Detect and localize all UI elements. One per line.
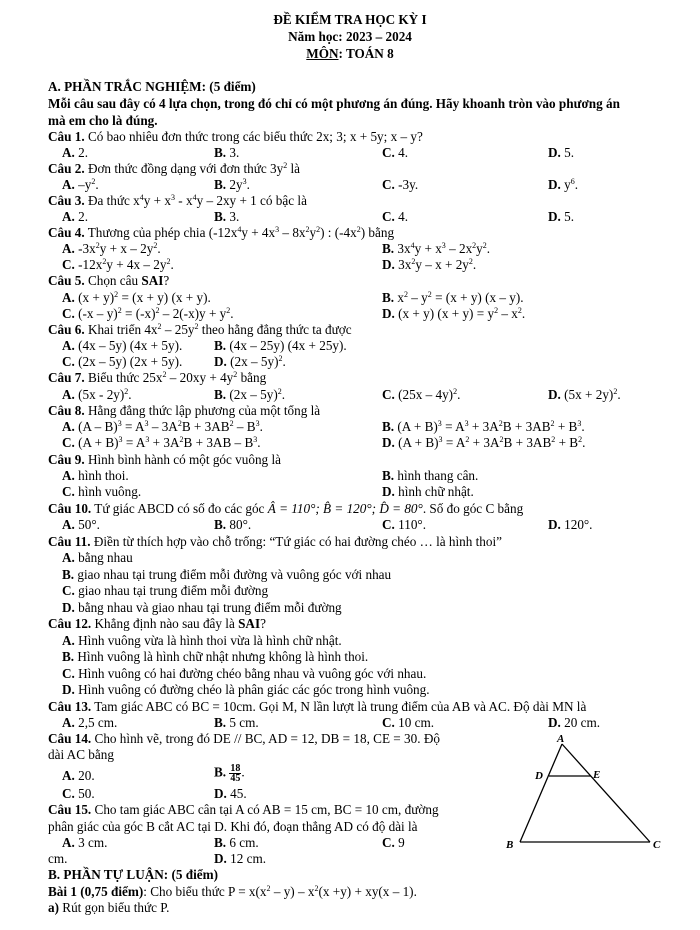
option-b[interactable]: B. 3. <box>214 209 240 224</box>
option-a[interactable]: A. hình thoi. <box>62 468 129 483</box>
option-b[interactable]: B. (4x – 25y) (4x + 25y). <box>214 338 347 353</box>
option-b[interactable]: B. hình thang cân. <box>382 468 479 483</box>
label-c: C <box>653 839 661 851</box>
question-15-cont: phân giác của góc B cắt AC tại D. Khi đó, đoạn thẳng AD có độ dài là <box>48 819 418 834</box>
question-15: Câu 15. Cho tam giác ABC cân tại A có AB = 15 cm, BC = 10 cm, đường <box>48 802 439 817</box>
option-b[interactable]: B. $(A + B)^3 = A^3 + 3A^2B + 3AB^2 + B^3$. <box>382 419 585 434</box>
option-c[interactable]: C. 9 <box>382 835 405 850</box>
question-6: Câu 6. Khai triển $4x^2 - 25y^2$ theo hằng đẳng thức ta được <box>48 322 352 337</box>
triangle-figure <box>500 732 670 857</box>
question-10: Câu 10. Tứ giác ABCD có số đo các góc Â = 110°; B̂ = 120°; D̂ = 80°. Số đo góc C bằng <box>48 501 524 516</box>
question-label: Câu 12. <box>48 616 92 631</box>
question-label: Câu 8. <box>48 403 85 418</box>
option-a[interactable]: A. 2. <box>62 145 89 160</box>
question-label: Câu 3. <box>48 193 85 208</box>
option-c[interactable]: C. 50. <box>62 786 95 801</box>
question-label: Câu 10. <box>48 501 92 516</box>
label-d: D <box>535 770 543 782</box>
question-12-option-c[interactable]: C. Hình vuông có hai đường chéo bằng nhau và vuông góc với nhau. <box>62 666 427 681</box>
school-year: Năm học: 2023 – 2024 <box>288 29 412 44</box>
question-12-option-d[interactable]: D. Hình vuông có đường chéo là phân giác các góc trong hình vuông. <box>62 682 430 697</box>
option-b[interactable]: B. 5 cm. <box>214 715 259 730</box>
question-1 <box>48 129 680 145</box>
option-b[interactable]: B. 80°. <box>214 517 252 532</box>
bai-1-part-a: a) Rút gọn biểu thức P. <box>48 900 170 915</box>
option-b[interactable]: B. (2x – 5y)$^2$. <box>214 387 286 402</box>
option-c[interactable]: C. 4. <box>382 209 409 224</box>
section-b-title: B. PHẦN TỰ LUẬN: (5 điểm) <box>48 867 218 882</box>
option-d[interactable]: D. 5. <box>548 145 575 160</box>
option-d[interactable]: D. $y^6$. <box>548 177 579 192</box>
option-a[interactable]: A. 2. <box>62 209 89 224</box>
question-12: Câu 12. Khẳng định nào sau đây là SAI? <box>48 616 266 631</box>
question-label: Câu 7. <box>48 370 85 385</box>
question-14: Câu 14. Cho hình vẽ, trong đó DE // BC, AD = 12, DB = 18, CE = 30. Độ <box>48 731 440 746</box>
option-b[interactable]: B. 3. <box>214 145 240 160</box>
question-label: Câu 4. <box>48 225 85 240</box>
question-label: Câu 11. <box>48 534 91 549</box>
option-c[interactable]: C. 10 cm. <box>382 715 435 730</box>
section-a-instruction-1: Mỗi câu sau đây có 4 lựa chọn, trong đó chỉ có một phương án đúng. Hãy khoanh tròn vào phương án <box>48 96 620 111</box>
fraction: $\frac{18}{45}$ <box>230 763 241 784</box>
question-11-option-a[interactable]: A. bằng nhau <box>62 550 133 565</box>
subject <box>0 46 700 62</box>
option-a[interactable]: A. $(x + y)^2 = (x + y)$ (x + y). <box>62 290 211 305</box>
option-b[interactable]: B. $\frac{18}{45}$ . <box>214 763 245 784</box>
question-2: Câu 2. Đơn thức đồng dạng với đơn thức $3y^2$ là <box>48 161 301 176</box>
option-c[interactable]: C. 110°. <box>382 517 426 532</box>
option-c[interactable]: C. (25x – 4y)$^2$. <box>382 387 461 402</box>
option-c[interactable]: C. 4. <box>382 145 409 160</box>
question-11-option-c[interactable]: C. giao nhau tại trung điểm mỗi đường <box>62 583 269 598</box>
option-d[interactable]: D. $3x^2y - x + 2y^2$. <box>382 257 477 272</box>
subject-label: MÔN <box>306 46 339 61</box>
option-c-continued: cm. <box>48 851 68 866</box>
question-7: Câu 7. Biểu thức $25x^2 - 20xy + 4y^2$ bằng <box>48 370 267 385</box>
subject-value: : TOÁN 8 <box>338 46 394 61</box>
question-9: Câu 9. Hình bình hành có một góc vuông là <box>48 452 281 467</box>
question-11: Câu 11. Điền từ thích hợp vào chỗ trống: “Tứ giác có hai đường chéo … là hình thoi” <box>48 534 503 549</box>
option-d[interactable]: D. 45. <box>214 786 247 801</box>
option-a[interactable]: A. 2,5 cm. <box>62 715 118 730</box>
option-c[interactable]: C. $(-x - y)^2 = (-x)^2 - 2(-x)y + y^2$. <box>62 306 234 321</box>
question-label: Câu 9. <box>48 452 85 467</box>
question-11-option-b[interactable]: B. giao nhau tại trung điểm mỗi đường và vuông góc với nhau <box>62 567 392 582</box>
option-b[interactable]: B. 6 cm. <box>214 835 259 850</box>
option-a[interactable]: A. 50°. <box>62 517 100 532</box>
option-d[interactable]: D. $(A + B)^3 = A^2 + 3A^2B + 3AB^2 + B^2$. <box>382 435 586 450</box>
option-a[interactable]: A. 3 cm. <box>62 835 108 850</box>
label-a: A <box>557 733 565 745</box>
side-ab <box>520 744 562 842</box>
question-13: Câu 13. Tam giác ABC có BC = 10cm. Gọi M, N lần lượt là trung điểm của AB và AC. Độ dài MN là <box>48 699 587 714</box>
question-11-option-d[interactable]: D. bằng nhau và giao nhau tại trung điểm mỗi đường <box>62 600 342 615</box>
question-5: Câu 5. Chọn câu SAI? <box>48 273 170 288</box>
option-b[interactable]: B. $3x^4y + x^3 - 2x^2y^2$. <box>382 241 491 256</box>
question-3: Câu 3. Đa thức $x^4y + x^3 - x^4y - 2xy + 1$ có bậc là <box>48 193 307 208</box>
question-label: Câu 13. <box>48 699 92 714</box>
option-a[interactable]: A. 20. <box>62 768 95 783</box>
option-b[interactable]: B. $x^2 - y^2 = (x + y)$ (x – y). <box>382 290 524 305</box>
option-a[interactable]: A. $(A - B)^3 = A^3 - 3A^2B + 3AB^2 - B^3$. <box>62 419 263 434</box>
question-14-cont: dài AC bằng <box>48 747 114 762</box>
option-d[interactable]: D. $(5x + 2y)^2$. <box>548 387 621 402</box>
side-ac <box>562 744 650 842</box>
option-d[interactable]: D. (x + y) $(x + y) = y^2 - x^2$. <box>382 306 526 321</box>
question-label: Câu 5. <box>48 273 85 288</box>
option-d[interactable]: D. 12 cm. <box>214 851 267 866</box>
option-a[interactable]: A. $-y^2$. <box>62 177 99 192</box>
question-label: Câu 1. <box>48 129 85 144</box>
option-b[interactable]: B. $2y^3$. <box>214 177 250 192</box>
option-d[interactable]: D. 5. <box>548 209 575 224</box>
option-c[interactable]: C. -3y. <box>382 177 419 192</box>
option-d[interactable]: D. 20 cm. <box>548 715 601 730</box>
question-12-option-a[interactable]: A. Hình vuông vừa là hình thoi vừa là hình chữ nhật. <box>62 633 342 648</box>
option-c[interactable]: C. $(A + B)^3 = A^3 + 3A^2B + 3AB - B^3$. <box>62 435 261 450</box>
option-d[interactable]: D. hình chữ nhật. <box>382 484 474 499</box>
question-8: Câu 8. Hằng đẳng thức lập phương của một tổng là <box>48 403 321 418</box>
option-a[interactable]: A. (5x - 2y)$^2$. <box>62 387 132 402</box>
section-a-title: A. PHẦN TRẮC NGHIỆM: (5 điểm) <box>48 79 256 94</box>
option-d[interactable]: D. 120°. <box>548 517 593 532</box>
label-b: B <box>506 839 514 851</box>
section-a-instruction-2: mà em cho là đúng. <box>48 113 158 128</box>
option-c[interactable]: C. $-12x^2y + 4x - 2y^2$. <box>62 257 174 272</box>
option-c[interactable]: C. hình vuông. <box>62 484 142 499</box>
question-label: Câu 6. <box>48 322 85 337</box>
bai-1: Bài 1 (0,75 điểm): Cho biểu thức $P = x(x^2 - y) - x^2(x +y) + xy(x - 1)$. <box>48 884 417 899</box>
question-text: Có bao nhiêu đơn thức trong các biểu thức 2x; 3; x + 5y; x – y? <box>84 129 423 144</box>
question-label: Câu 14. <box>48 731 92 746</box>
option-d[interactable]: D. (2x – 5y)$^2$. <box>214 354 286 369</box>
label-e: E <box>593 769 601 781</box>
question-12-option-b[interactable]: B. Hình vuông là hình chữ nhật nhưng không là hình thoi. <box>62 649 369 664</box>
option-a[interactable]: A. $-3x^2y + x - 2y^2$. <box>62 241 161 256</box>
question-label: Câu 2. <box>48 161 85 176</box>
question-label: Câu 15. <box>48 802 92 817</box>
exam-title: ĐỀ KIỂM TRA HỌC KỲ I <box>273 12 427 27</box>
option-c[interactable]: C. (2x – 5y) (2x + 5y). <box>62 354 183 369</box>
option-a[interactable]: A. (4x – 5y) (4x + 5y). <box>62 338 183 353</box>
question-4: Câu 4. Thương của phép chia $(-12x^4y + 4x^3 - 8x^2y^2)$ : $(-4x^2)$ bằng <box>48 225 395 240</box>
